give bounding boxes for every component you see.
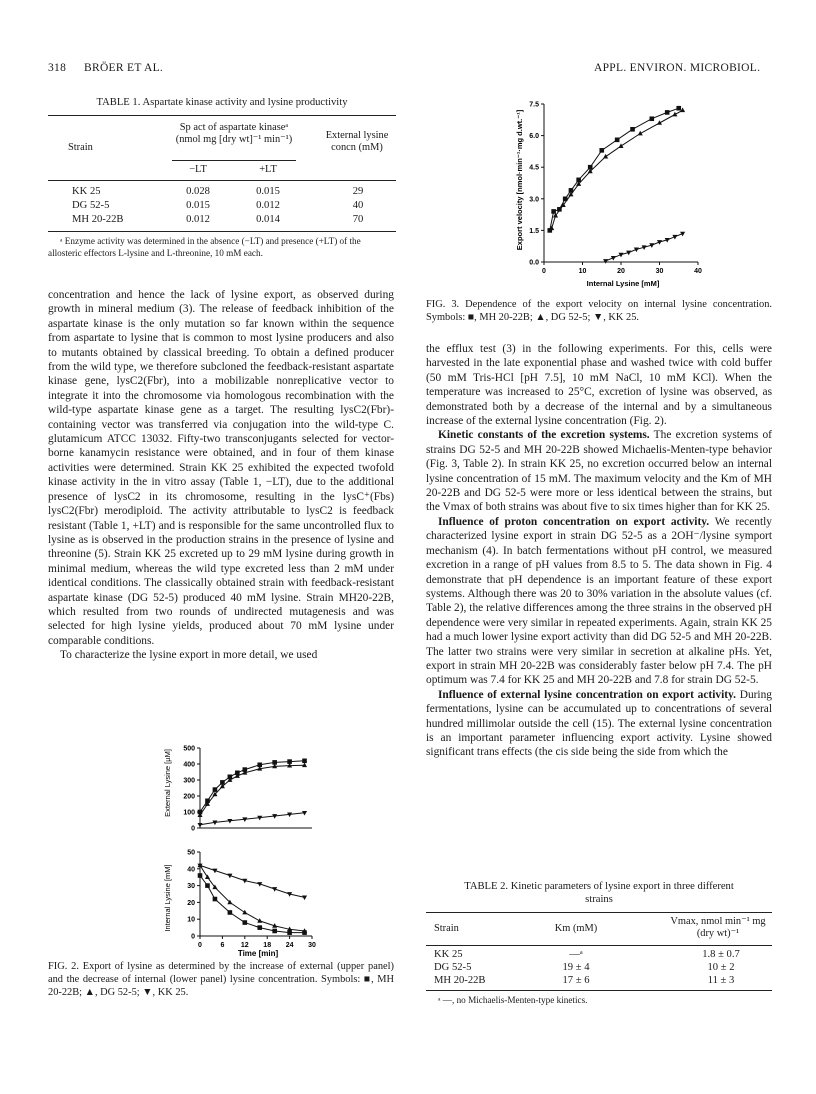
left-column-text	[48, 288, 394, 663]
paragraph: We recently characterized lysine export in strain DG 52-5 as a 2OH⁻/lysine symport mechanism (4). In batch fermentations without pH control, we measured excretion in a range of pH values from 8.5 to 5. The data shown in Fig. 4 demonstrate that pH dependence is an important feature of these export systems. Although there was 20 to 30% variation in the absolute values (cf. Table 2), the relative differences among the three strains in the observed pH dependence were very similar in repeated experiments. Again, strain KK 25 had a much lower lysine export activity than did DG 52-5 and MH 20-22B. The latter two strains were very similar in secretion at alkaline pHs. Yet, export in strain MH 20-22B was considerably faster below pH 7.4. The pH optimum was 7.4 for KK 25 and MH 20-22B and 7.8 for strain DG 52-5.	[426, 515, 772, 687]
x-tick-label: 6	[220, 942, 225, 949]
x-tick-label: 40	[694, 268, 702, 275]
data-point-square	[213, 897, 218, 902]
table-1-col-minus: −LT	[189, 164, 207, 175]
data-point-square	[243, 920, 248, 925]
x-tick-label: 12	[240, 942, 249, 949]
y-tick-label: 300	[183, 777, 195, 785]
table-1-cell: 40	[352, 200, 364, 211]
running-journal: APPL. ENVIRON. MICROBIOL.	[594, 62, 761, 74]
fig3-plot	[529, 102, 702, 276]
paragraph: The excretion systems of strains DG 52-5 and MH 20-22B showed Michaelis-Menten-type behavior (Fig. 3, Table 2). In strain KK 25, no excretion occurred below an internal lysine concentration of 15 mM. The maximum velocity and the Km of MH 20-22B and DG 52-5 were more or less identical between the strains, but the Vmax of both strains was about five to six times higher than for KK 25.	[426, 429, 772, 514]
table-1-cell: DG 52-5	[72, 200, 110, 211]
table-1-title: TABLE 1. Aspartate kinase activity and lysine productivity	[96, 97, 348, 108]
section-heading: Influence of proton concentration on export activity.	[438, 515, 710, 528]
y-tick-label: 400	[183, 761, 195, 769]
x-tick-label: 30	[308, 942, 316, 949]
table-1-footnote: ᵃ Enzyme activity was determined in the absence (−LT) and presence (+LT) of the allosteric effectors L-lysine and L-threonine, 10 mM each.	[48, 236, 361, 258]
table-1-cell: 0.012	[186, 214, 210, 225]
data-point-triangle-up	[603, 154, 608, 159]
axis-lines	[200, 852, 312, 936]
table-1-cell: KK 25	[72, 186, 101, 197]
table-2-cell: 17 ± 6	[562, 975, 590, 986]
table-1-col-strain: Strain	[68, 142, 93, 153]
table-1-cell: MH 20-22B	[72, 214, 124, 225]
table-1-cell: 70	[352, 214, 364, 225]
section-heading: Influence of external lysine concentration on export activity.	[438, 688, 736, 701]
y-tick-label: 20	[187, 899, 195, 907]
table-1-cell: 0.015	[186, 200, 210, 211]
table-1-col-sp-act: Sp act of aspartate kinaseᵃ (nmol mg [dry wt]⁻¹ min⁻¹)	[175, 122, 293, 145]
data-point-square	[205, 883, 210, 888]
fig2-upper-ylabel: External Lysine [µM]	[163, 749, 172, 817]
table-2-body	[426, 946, 772, 990]
y-tick-label: 6.0	[529, 133, 539, 141]
data-point-square	[676, 106, 681, 111]
x-tick-label: 10	[578, 268, 587, 275]
table-2-col-strain: Strain	[434, 923, 459, 934]
y-tick-label: 10	[187, 916, 195, 924]
table-2-cell: —ᵃ	[569, 949, 583, 960]
y-tick-label: 50	[187, 849, 195, 857]
series-line	[200, 876, 305, 933]
table-1-col-plus: +LT	[259, 164, 277, 175]
data-point-square	[665, 110, 670, 115]
x-tick-label: 0	[542, 268, 546, 275]
fig2-upper-panel	[183, 746, 312, 833]
data-point-square	[228, 910, 233, 915]
fig2-xlabel: Time [min]	[237, 949, 279, 958]
series-line	[552, 110, 683, 228]
table-2-col-km: Km (mM)	[554, 923, 598, 934]
y-tick-label: 40	[187, 866, 195, 874]
data-point-triangle-down	[197, 823, 202, 828]
y-tick-label: 4.5	[529, 164, 539, 172]
data-point-square	[630, 127, 635, 132]
x-tick-label: 0	[198, 942, 202, 949]
y-tick-label: 0	[191, 825, 195, 833]
table-1	[48, 96, 396, 259]
y-tick-label: 500	[183, 745, 195, 753]
right-column-text	[426, 342, 772, 760]
table-2-cell: 11 ± 3	[707, 975, 735, 986]
data-point-square	[551, 209, 556, 214]
data-point-square	[650, 116, 655, 121]
table-1-cell: 0.028	[186, 186, 210, 197]
y-tick-label: 3.0	[529, 196, 539, 204]
data-point-square	[272, 929, 277, 934]
data-point-triangle-up	[618, 143, 623, 148]
data-point-square	[615, 138, 620, 143]
fig3-ylabel: Export velocity [nmol·min⁻¹·mg d.wt.⁻¹]	[515, 109, 524, 251]
y-tick-label: 7.5	[529, 101, 539, 109]
y-tick-label: 200	[183, 793, 195, 801]
data-point-square	[198, 873, 203, 878]
table-1-cell: 0.012	[256, 200, 280, 211]
running-authors: BRÖER ET AL.	[84, 62, 164, 74]
data-point-triangle-down	[302, 896, 307, 901]
table-2-col-vmax: Vmax, nmol min⁻¹ mg (dry wt)⁻¹	[670, 916, 766, 939]
table-2-cell: MH 20-22B	[434, 975, 486, 986]
y-tick-label: 100	[183, 809, 195, 817]
x-tick-label: 18	[263, 942, 272, 949]
figure-3-caption: FIG. 3. Dependence of the export velocity on internal lysine concentration. Symbols: ■, MH 20-22B; ▲, DG 52-5; ▼, KK 25.	[426, 299, 772, 323]
x-tick-label: 30	[655, 268, 664, 275]
table-1-body	[48, 181, 396, 231]
table-1-col-ext: External lysine concn (mM)	[325, 130, 389, 153]
x-tick-label: 24	[285, 942, 294, 949]
data-point-square	[302, 759, 307, 764]
paragraph: concentration and hence the lack of lysine export, as observed during growth in mineral medium (3). The release of feedback inhibition of the aspartate kinase is the only mutation so far known within the sequence from aspartate to lysine that is common to most lysine producers and also to mutants obtained by classical breeding. To obtain a defined producer from the wild type, we therefore subcloned the feedback-resistant aspartate kinase gene, lysC2(Fbr), into a mobilizable nonreplicative vector to integrate it into the chromosome via homologous recombination with the wild-type aspartate kinase gene as a target. The resulting lysC2(Fbr)-containing vector was transferred via conjugation into the wild-type C. glutamicum ATCC 13032. Fifty-two transconjugants selected for vector-borne kanamycin resistance were obtained, and in four of them kinase activities were determined. Strain KK 25 exhibited the expected twofold kinase activity in the in vitro assay (Table 1, −LT), due to the additional presence of lysC2 in its chromosome, resulting in the lysC⁺(Fbs) lysC2(Fbr) merodiploid. The activity attributable to lysC2 is feedback resistant (Table 1, +LT) and is responsible for the same uncontrolled flux to lysine as is observed in the production strains in the presence of lysine and threonine (5). Strain KK 25 excreted up to 29 mM lysine during growth in minimal medium, whereas the wild type excreted less than 2 mM under identical conditions. The classically obtained strain with feedback-resistant aspartate kinase (DG 52-5) produced 40 mM lysine. Strain MH20-22B, which resulted from two rounds of undirected mutagenesis and was selected for high lysine yields, produced about 70 mM lysine under comparable conditions.	[48, 289, 394, 647]
table-2-cell: 19 ± 4	[562, 962, 590, 973]
table-2-cell: KK 25	[434, 949, 463, 960]
table-2-footnote: ᵃ —, no Michaelis-Menten-type kinetics.	[438, 995, 588, 1005]
page-number: 318	[48, 62, 67, 74]
table-2-cell: 10 ± 2	[707, 962, 735, 973]
table-1-cell: 0.015	[256, 186, 280, 197]
fig3-xlabel: Internal Lysine [mM]	[586, 279, 660, 288]
data-point-triangle-up	[242, 910, 247, 915]
y-tick-label: 0	[191, 933, 195, 941]
figure-2	[150, 738, 326, 960]
figure-2-caption: FIG. 2. Export of lysine as determined by the increase of external (upper panel) and the decrease of internal (lower panel) lysine concentration. Symbols: ■, MH 20-22B; ▲, DG 52-5; ▼, KK 25.	[48, 961, 394, 998]
paragraph: During fermentations, lysine can be accumulated up to concentrations of several hundred millimolar outside the cell (15). The external lysine concentration is an important parameter influencing export activity. Lysine showed significant trans effects (the cis side being the side from which the	[426, 688, 772, 759]
data-point-square	[213, 787, 218, 792]
fig2-lower-panel	[187, 850, 316, 950]
paragraph: To characterize the lysine export in more detail, we used	[60, 649, 318, 662]
section-heading: Kinetic constants of the excretion systems.	[438, 429, 650, 442]
paragraph: the efflux test (3) in the following experiments. For this, cells were harvested in the late exponential phase and washed twice with cold buffer (50 mM Tris-HCl [pH 7.5], 10 mM NaCl, 10 mM KCl). When the temperature was increased to 25°C, excretion of lysine was observed, as demonstrated both by a decrease of the internal and by a simultaneous increase of the external lysine concentration (Fig. 2).	[426, 343, 772, 428]
series-line	[200, 761, 305, 812]
y-tick-label: 30	[187, 883, 195, 891]
y-tick-label: 0.0	[529, 259, 539, 267]
series-line	[550, 108, 679, 230]
table-2-title: TABLE 2. Kinetic parameters of lysine export in three different strains	[464, 881, 734, 905]
data-point-square	[599, 148, 604, 153]
table-1-cell: 29	[352, 186, 364, 197]
table-2-cell: 1.8 ± 0.7	[702, 949, 740, 960]
table-1-cell: 0.014	[256, 214, 280, 225]
x-tick-label: 20	[617, 268, 625, 275]
fig2-lower-ylabel: Internal Lysine [mM]	[163, 864, 172, 932]
table-2-cell: DG 52-5	[434, 962, 472, 973]
figure-3	[508, 90, 708, 288]
data-point-square	[257, 925, 262, 930]
table-2	[426, 880, 772, 1007]
y-tick-label: 1.5	[529, 227, 539, 235]
data-point-triangle-up	[302, 763, 307, 768]
data-point-triangle-down	[603, 259, 608, 264]
